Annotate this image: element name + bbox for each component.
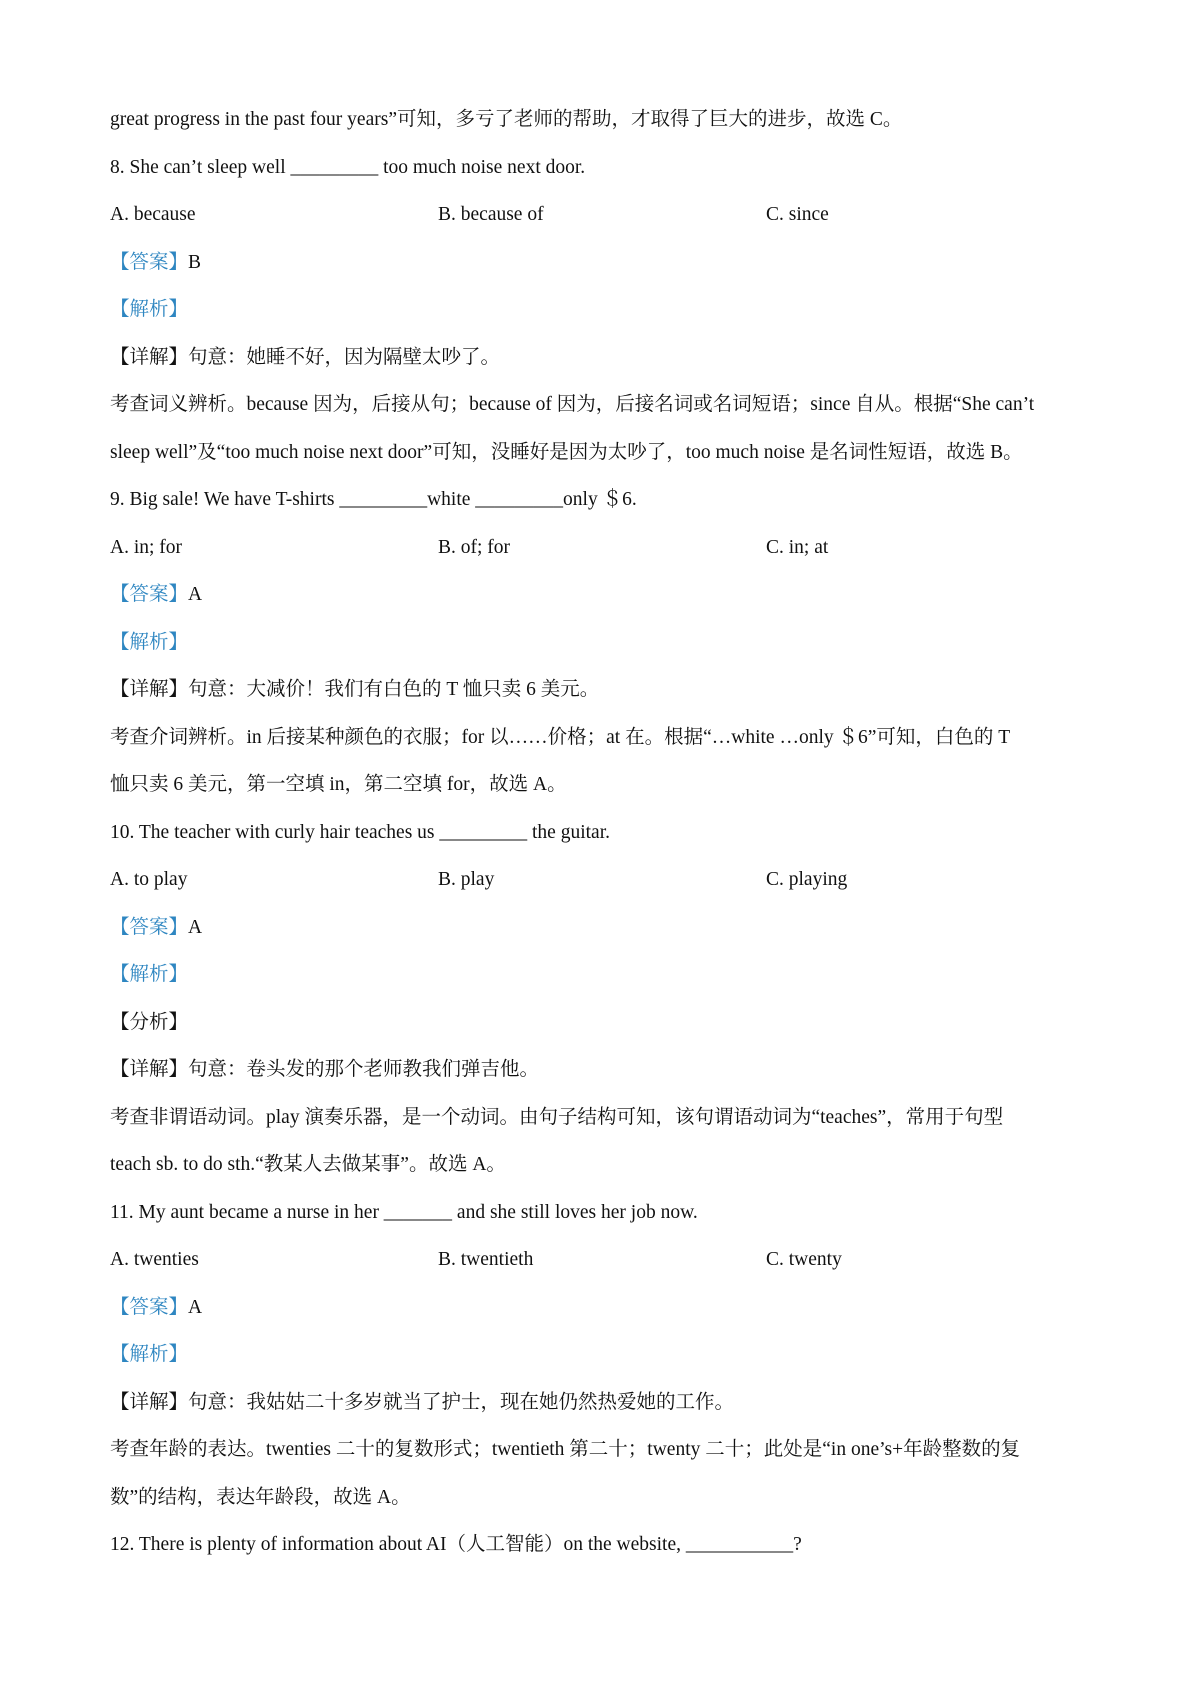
q10-options xyxy=(110,856,1100,904)
q11-answer-line xyxy=(110,1284,1100,1332)
q9-options xyxy=(110,524,1100,572)
question-12: 12. There is plenty of information about AI（人工智能）on the website, ___________? xyxy=(110,1534,802,1555)
q10-answer-line xyxy=(110,904,1100,952)
q11-explanation-2: 数”的结构，表达年龄段，故选 A。 xyxy=(110,1486,411,1508)
answer-value: A xyxy=(188,584,203,605)
q8-answer-line xyxy=(110,239,1100,287)
answer-label: 【答案】 xyxy=(110,916,189,938)
q8-detail: 【详解】句意：她睡不好，因为隔壁太吵了。 xyxy=(110,346,501,368)
q9-answer-line xyxy=(110,571,1100,619)
q10-fenxi-label: 【分析】 xyxy=(110,1011,189,1033)
text-line: great progress in the past four years”可知，多亏了老师的帮助，才取得了巨大的进步，故选 C。 xyxy=(110,109,903,130)
q10-analysis-label: 【解析】 xyxy=(110,964,189,985)
q9-explanation-1: 考查介词辨析。in 后接某种颜色的衣服；for 以……价格；at 在。根据“…white …only ＄6”可知，白色的 T xyxy=(110,726,1011,748)
question-8: 8. She can’t sleep well _________ too much noise next door. xyxy=(110,156,586,178)
question-11: 11. My aunt became a nurse in her _______ and she still loves her job now. xyxy=(110,1201,698,1223)
answer-label: 【答案】 xyxy=(110,584,189,605)
q8-option-c: C. since xyxy=(766,204,829,225)
q10-explanation-2: teach sb. to do sth.“教某人去做某事”。故选 A。 xyxy=(110,1154,506,1175)
q8-option-b: B. because of xyxy=(438,204,544,225)
document-page xyxy=(110,96,1100,1569)
q10-explanation-1: 考查非谓语动词。play 演奏乐器，是一个动词。由句子结构可知，该句谓语动词为“teaches”，常用于句型 xyxy=(110,1106,1004,1128)
answer-value: A xyxy=(188,916,203,938)
q8-explanation-2: sleep well”及“too much noise next door”可知，没睡好是因为太吵了，too much noise 是名词性短语，故选 B。 xyxy=(110,441,1023,463)
q11-detail: 【详解】句意：我姑姑二十多岁就当了护士，现在她仍然热爱她的工作。 xyxy=(110,1391,735,1413)
answer-value: A xyxy=(188,1296,203,1318)
q8-explanation-1: 考查词义辨析。because 因为，后接从句；because of 因为，后接名词或名词短语；since 自从。根据“She can’t xyxy=(110,394,1035,415)
question-10: 10. The teacher with curly hair teaches us _________ the guitar. xyxy=(110,821,610,843)
q9-detail: 【详解】句意：大减价！我们有白色的 T 恤只卖 6 美元。 xyxy=(110,679,600,700)
answer-label: 【答案】 xyxy=(110,251,189,273)
q9-analysis-label: 【解析】 xyxy=(110,631,189,653)
q11-analysis-label: 【解析】 xyxy=(110,1344,189,1365)
answer-label: 【答案】 xyxy=(110,1296,189,1318)
q9-explanation-2: 恤只卖 6 美元，第一空填 in，第二空填 for，故选 A。 xyxy=(110,774,567,795)
q11-option-c: C. twenty xyxy=(766,1249,842,1270)
q9-option-b: B. of; for xyxy=(438,536,511,558)
q10-option-c: C. playing xyxy=(766,869,848,890)
q8-options xyxy=(110,191,1100,239)
q11-option-a: A. twenties xyxy=(110,1249,199,1270)
q11-explanation-1: 考查年龄的表达。twenties 二十的复数形式；twentieth 第二十；twenty 二十；此处是“in one’s+年龄整数的复 xyxy=(110,1439,1021,1460)
q8-analysis-label: 【解析】 xyxy=(110,299,189,320)
q10-detail: 【详解】句意：卷头发的那个老师教我们弹吉他。 xyxy=(110,1059,540,1080)
q9-option-c: C. in; at xyxy=(766,536,829,558)
q8-option-a: A. because xyxy=(110,204,196,225)
q11-option-b: B. twentieth xyxy=(438,1249,534,1270)
q10-option-b: B. play xyxy=(438,869,495,890)
q10-option-a: A. to play xyxy=(110,869,188,890)
answer-value: B xyxy=(188,251,202,273)
q11-options xyxy=(110,1236,1100,1284)
question-9: 9. Big sale! We have T-shirts _________white _________only ＄6. xyxy=(110,489,637,510)
q9-option-a: A. in; for xyxy=(110,536,183,558)
